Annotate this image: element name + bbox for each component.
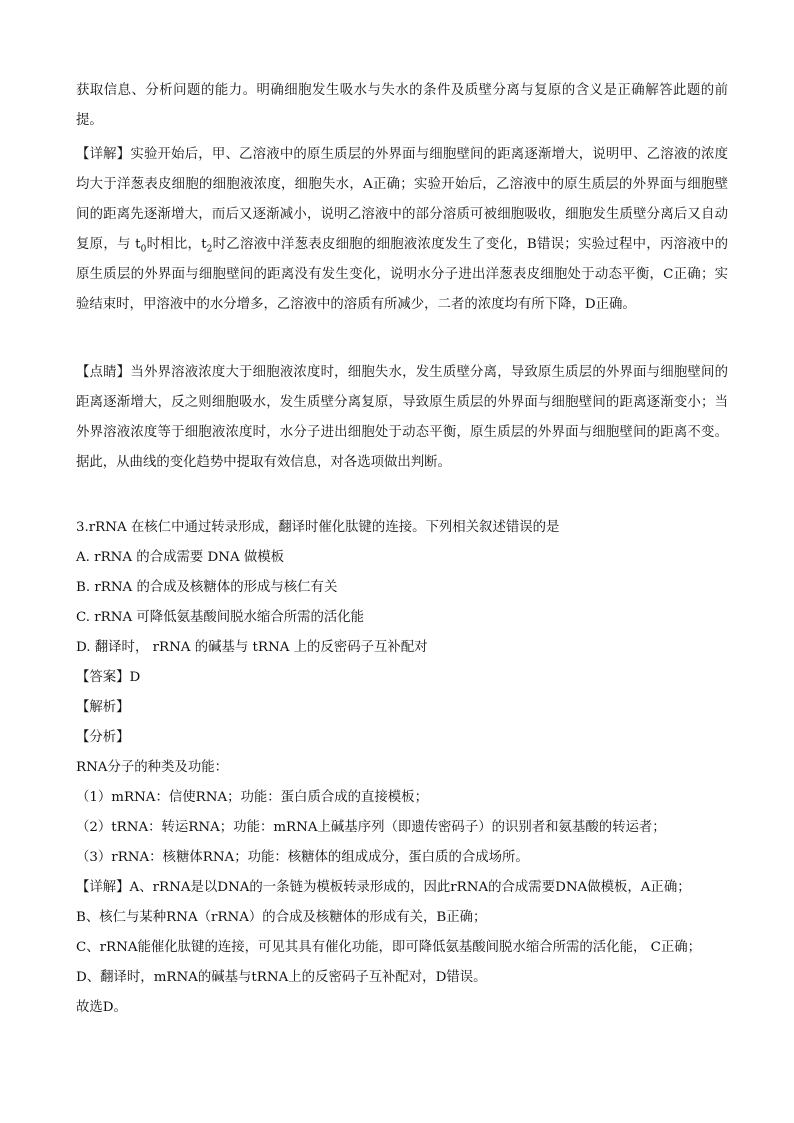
subscript-t0: 0 bbox=[140, 244, 147, 255]
analysis-sub-label: 【分析】 bbox=[76, 730, 130, 745]
option-b: B. rRNA 的合成及核糖体的形成与核仁有关 bbox=[76, 580, 338, 595]
detail-heading: 【详解】 bbox=[76, 147, 131, 162]
comment-text: 当外界溶液浓度大于细胞液浓度时，细胞失水，发生质壁分离，导致原生质层的外界面与细胞壁间的距离逐渐增大，反之则细胞吸水，发生质壁分离复原，导致原生质层的外界面与细胞壁间的距离逐渐变小；当外界溶液浓度等于细胞液浓度时，水分子进出细胞处于动态平衡，原生质层的外界面与细胞壁间的距离不变。据此，从曲线的变化趋势中提取有效信息，对各选项做出判断。 bbox=[76, 365, 729, 470]
intro-paragraph-block bbox=[76, 76, 728, 136]
option-d: D. 翻译时， rRNA 的碱基与 tRNA 上的反密码子互补配对 bbox=[76, 640, 428, 655]
rna-item-mrna: （1）mRNA：信使RNA；功能：蛋白质合成的直接模板； bbox=[76, 790, 428, 805]
comment-heading: 【点睛】 bbox=[76, 365, 131, 380]
rna-heading: RNA分子的种类及功能： bbox=[76, 760, 228, 775]
option-c: C. rRNA 可降低氨基酸间脱水缩合所需的活化能 bbox=[76, 610, 365, 625]
detail-text-b: 时相比，t bbox=[146, 237, 207, 252]
detail-line-d: D、翻译时，mRNA的碱基与tRNA上的反密码子互补配对，D错误。 bbox=[76, 970, 487, 985]
comment-paragraph bbox=[76, 358, 728, 478]
rna-item-rrna: （3）rRNA：核糖体RNA；功能：核糖体的组成成分，蛋白质的合成场所。 bbox=[76, 850, 529, 865]
comment-block bbox=[76, 358, 728, 478]
intro-paragraph: 获取信息、分析问题的能力。明确细胞发生吸水与失水的条件及质壁分离与复原的含义是正确解答此题的前提。 bbox=[76, 83, 728, 128]
answer-line: 【答案】D bbox=[76, 670, 141, 685]
detail-text-a: 实验开始后，甲、乙溶液中的原生质层的外界面与细胞壁间的距离逐渐增大，说明甲、乙溶液的浓度均大于洋葱表皮细胞的细胞液浓度，细胞失水，A正确；实验开始后，乙溶液中的原生质层的外界面与细胞壁间的距离先逐渐增大，而后又逐渐减小，说明乙溶液中的部分溶质可被细胞吸收，细胞发生质壁分离后又自动复原，与 t bbox=[76, 147, 729, 252]
detail-line-a: 【详解】A、rRNA是以DNA的一条链为模板转录形成的，因此rRNA的合成需要DNA做模板，A正确； bbox=[76, 880, 691, 895]
detail-line-c: C、rRNA能催化肽键的连接，可见其具有催化功能，即可降低氨基酸间脱水缩合所需的活化能， C正确； bbox=[76, 940, 702, 955]
detail-paragraph-1 bbox=[76, 140, 728, 320]
option-a: A. rRNA 的合成需要 DNA 做模板 bbox=[76, 550, 285, 565]
conclusion-line: 故选D。 bbox=[76, 1000, 127, 1015]
detail-line-b: B、核仁与某种RNA（rRNA）的合成及核糖体的形成有关，B正确； bbox=[76, 910, 487, 925]
detail-block-1 bbox=[76, 140, 728, 320]
rna-item-trna: （2）tRNA：转运RNA；功能：mRNA上碱基序列（即遗传密码子）的识别者和氨基酸的转运者； bbox=[76, 820, 666, 835]
analysis-label: 【解析】 bbox=[76, 700, 130, 715]
question-3-block bbox=[76, 513, 728, 1023]
subscript-t2: 2 bbox=[206, 244, 213, 255]
question-stem: 3.rRNA 在核仁中通过转录形成，翻译时催化肽键的连接。下列相关叙述错误的是 bbox=[76, 520, 560, 535]
detail-text-c: 时乙溶液中洋葱表皮细胞的细胞液浓度发生了变化，B错误；实验过程中，丙溶液中的原生质层的外界面与细胞壁间的距离没有发生变化，说明水分子进出洋葱表皮细胞处于动态平衡，C正确；实验结束时，甲溶液中的水分增多，乙溶液中的溶质有所减少，二者的浓度均有所下降，D正确。 bbox=[76, 237, 728, 312]
